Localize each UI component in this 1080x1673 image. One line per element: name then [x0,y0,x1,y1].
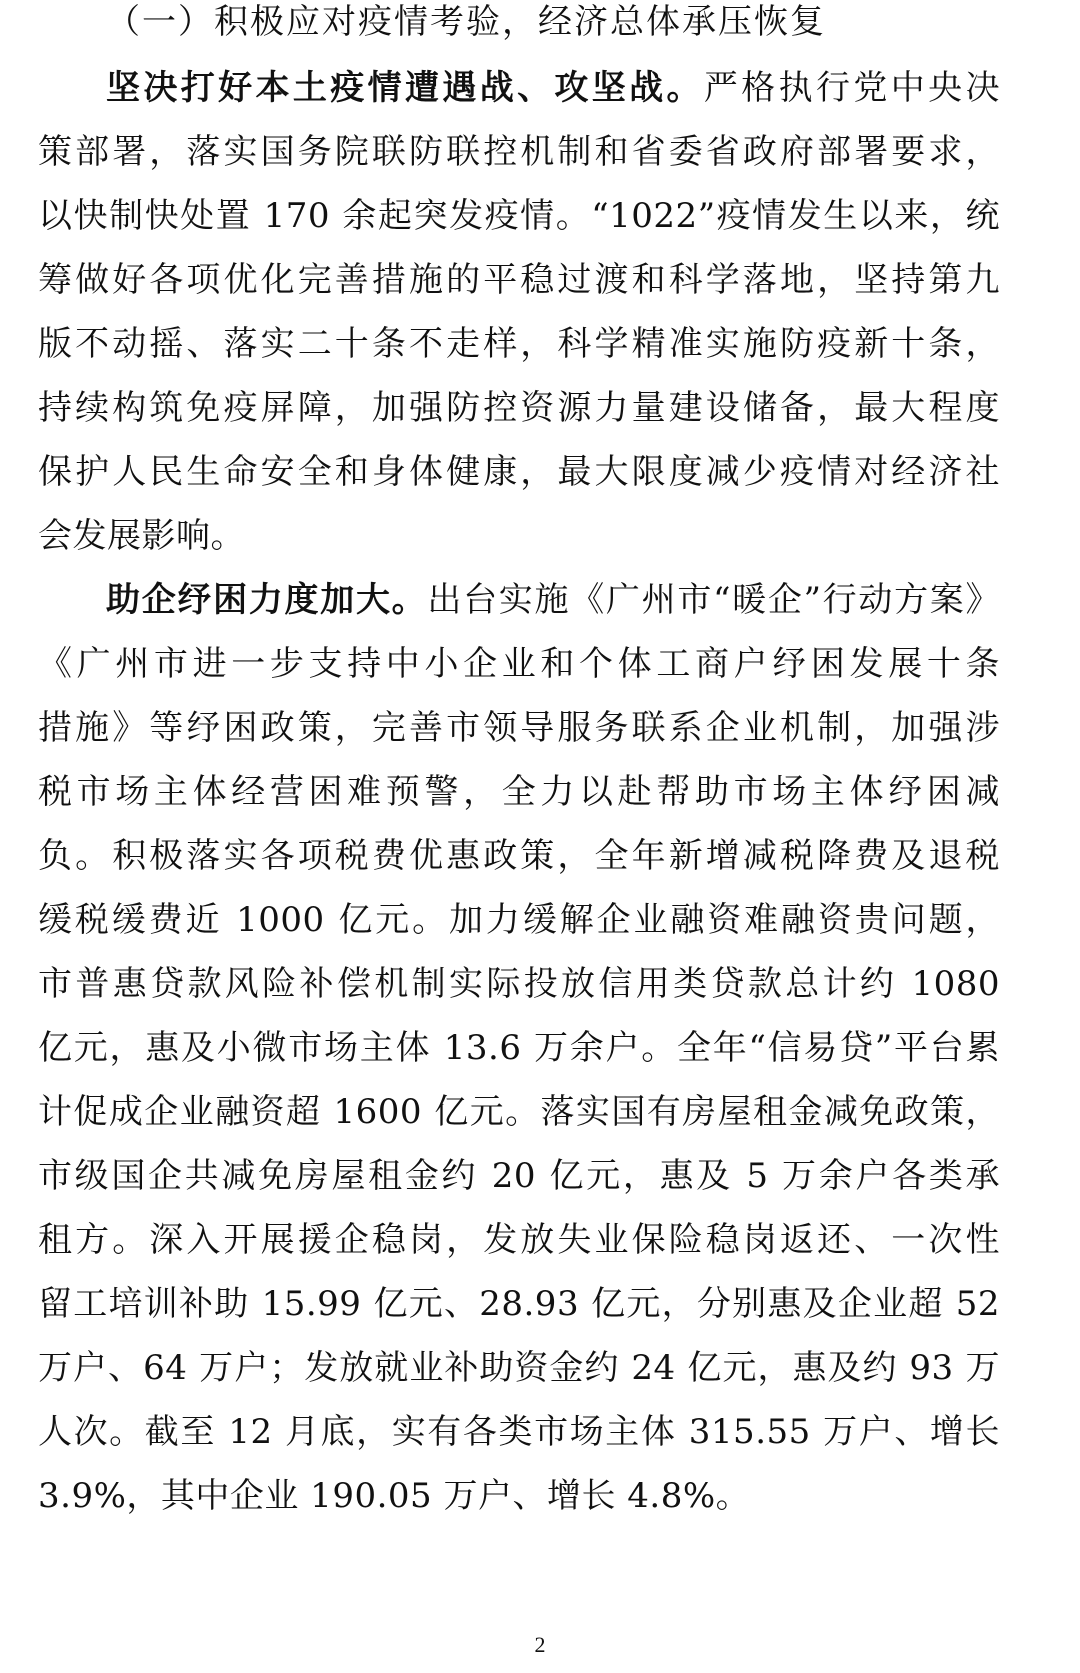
paragraph-line: 租方。深入开展援企稳岗，发放失业保险稳岗返还、一次性 [38,1220,1000,1260]
paragraph-line [106,572,1000,628]
paragraph-line: 筹做好各项优化完善措施的平稳过渡和科学落地，坚持第九 [38,260,1000,300]
paragraph-lead: 坚决打好本土疫情遭遇战、攻坚战。 [106,68,704,108]
page-number: 2 [534,1632,546,1657]
paragraph-line [106,60,1000,116]
paragraph-line: 市级国企共减免房屋租金约 20 亿元，惠及 5 万余户各类承 [38,1156,1000,1196]
paragraph-text: 出台实施《广州市“暖企”行动方案》 [427,580,1001,620]
paragraph-line: 亿元，惠及小微市场主体 13.6 万余户。全年“信易贷”平台累 [38,1028,1000,1068]
paragraph-line: 市普惠贷款风险补偿机制实际投放信用类贷款总计约 1080 [38,964,1000,1004]
paragraph-line: 人次。截至 12 月底，实有各类市场主体 315.55 万户、增长 [38,1412,1000,1452]
paragraph-line: 计促成企业融资超 1600 亿元。落实国有房屋租金减免政策， [38,1092,1000,1132]
paragraph-line: 万户、64 万户；发放就业补助资金约 24 亿元，惠及约 93 万 [38,1348,1000,1388]
paragraph-line: 缓税缓费近 1000 亿元。加力缓解企业融资难融资贵问题， [38,900,1000,940]
paragraph-line: 持续构筑免疫屏障，加强防控资源力量建设储备，最大程度 [38,388,1000,428]
paragraph-line: 负。积极落实各项税费优惠政策，全年新增减税降费及退税 [38,836,1000,876]
paragraph-line: 版不动摇、落实二十条不走样，科学精准实施防疫新十条， [38,324,1000,364]
paragraph-line: 保护人民生命安全和身体健康，最大限度减少疫情对经济社 [38,452,1000,492]
paragraph-line: 3.9%，其中企业 190.05 万户、增长 4.8%。 [38,1476,751,1516]
paragraph-text: 严格执行党中央决 [703,68,1001,108]
paragraph-line: 《广州市进一步支持中小企业和个体工商户纾困发展十条 [38,644,1000,684]
paragraph-line: 税市场主体经营困难预警，全力以赴帮助市场主体纾困减 [38,772,1000,812]
paragraph-line: 以快制快处置 170 余起突发疫情。“1022”疫情发生以来，统 [38,196,1000,236]
paragraph-line: 会发展影响。 [38,516,245,556]
paragraph-lead: 助企纾困力度加大。 [106,580,428,620]
section-heading: （一）积极应对疫情考验，经济总体承压恢复 [106,2,826,42]
paragraph-line: 措施》等纾困政策，完善市领导服务联系企业机制，加强涉 [38,708,1000,748]
paragraph-line: 策部署，落实国务院联防联控机制和省委省政府部署要求， [38,132,1000,172]
paragraph-line: 留工培训补助 15.99 亿元、28.93 亿元，分别惠及企业超 52 [38,1284,1000,1324]
